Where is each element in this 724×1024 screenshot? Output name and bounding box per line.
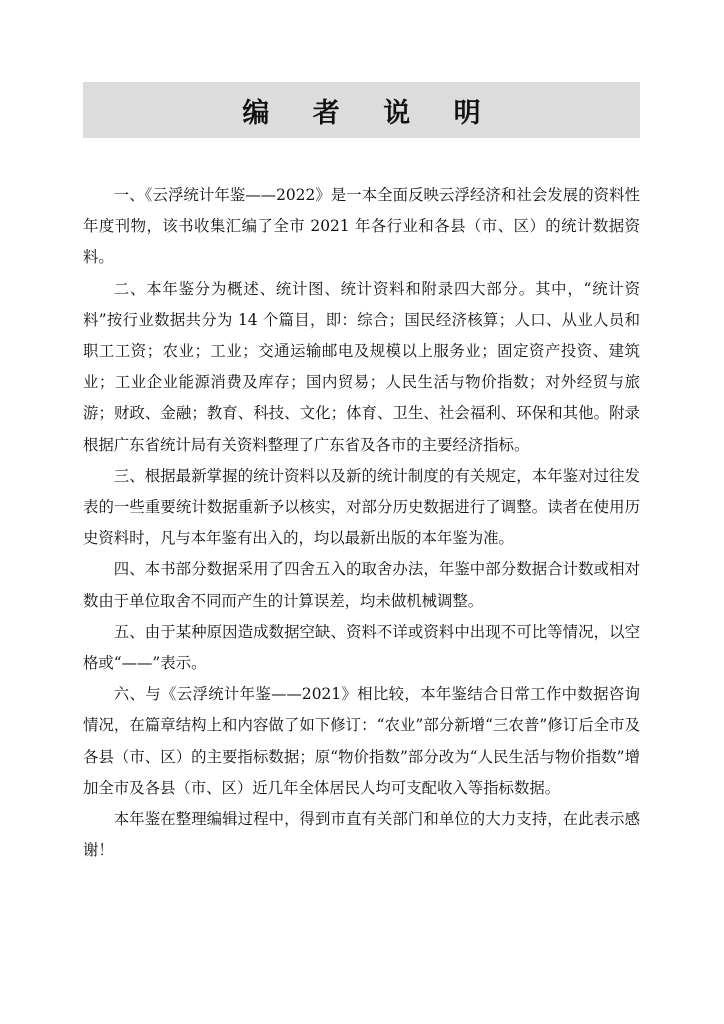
editor-notes-body (83, 180, 640, 866)
paragraph-2: 二、本年鉴分为概述、统计图、统计资料和附录四大部分。其中，“统计资料”按行业数据共分为 14 个篇目，即：综合；国民经济核算；人口、从业人员和职工工资；农业；工业；交通运输邮电及规模以上服务业；固定资产投资、建筑业；工业企业能源消费及库存；国内贸易；人民生活与物价指数；对外经贸与旅游；财政、金融；教育、科技、文化；体育、卫生、社会福利、环保和其他。附录根据广东省统计局有关资料整理了广东省及各市的主要经济指标。 (83, 279, 640, 454)
page-title: 编 者 说 明 (242, 97, 498, 129)
title-band (83, 82, 640, 138)
paragraph-1: 一、《云浮统计年鉴——2022》是一本全面反映云浮经济和社会发展的资料性年度刊物，该书收集汇编了全市 2021 年各行业和各县（市、区）的统计数据资料。 (83, 186, 640, 267)
paragraph-7: 本年鉴在整理编辑过程中，得到市直有关部门和单位的大力支持，在此表示感谢！ (83, 810, 640, 860)
paragraph-3: 三、根据最新掌握的统计资料以及新的统计制度的有关规定，本年鉴对过往发表的一些重要统计数据重新予以核实，对部分历史数据进行了调整。读者在使用历史资料时，凡与本年鉴有出入的，均以最新出版的本年鉴为准。 (83, 466, 640, 548)
paragraph-5: 五、由于某种原因造成数据空缺、资料不详或资料中出现不可比等情况，以空格或“——”表示。 (83, 622, 640, 673)
paragraph-4: 四、本书部分数据采用了四舍五入的取舍办法，年鉴中部分数据合计数或相对数由于单位取舍不同而产生的计算误差，均未做机械调整。 (83, 560, 640, 610)
paragraph-6: 六、与《云浮统计年鉴——2021》相比较，本年鉴结合日常工作中数据咨询情况，在篇章结构上和内容做了如下修订：“农业”部分新增“三农普”修订后全市及各县（市、区）的主要指标数据；原“物价指数”部分改为“人民生活与物价指数”增加全市及各县（市、区）近几年全体居民人均可支配收入等指标数据。 (83, 685, 640, 797)
